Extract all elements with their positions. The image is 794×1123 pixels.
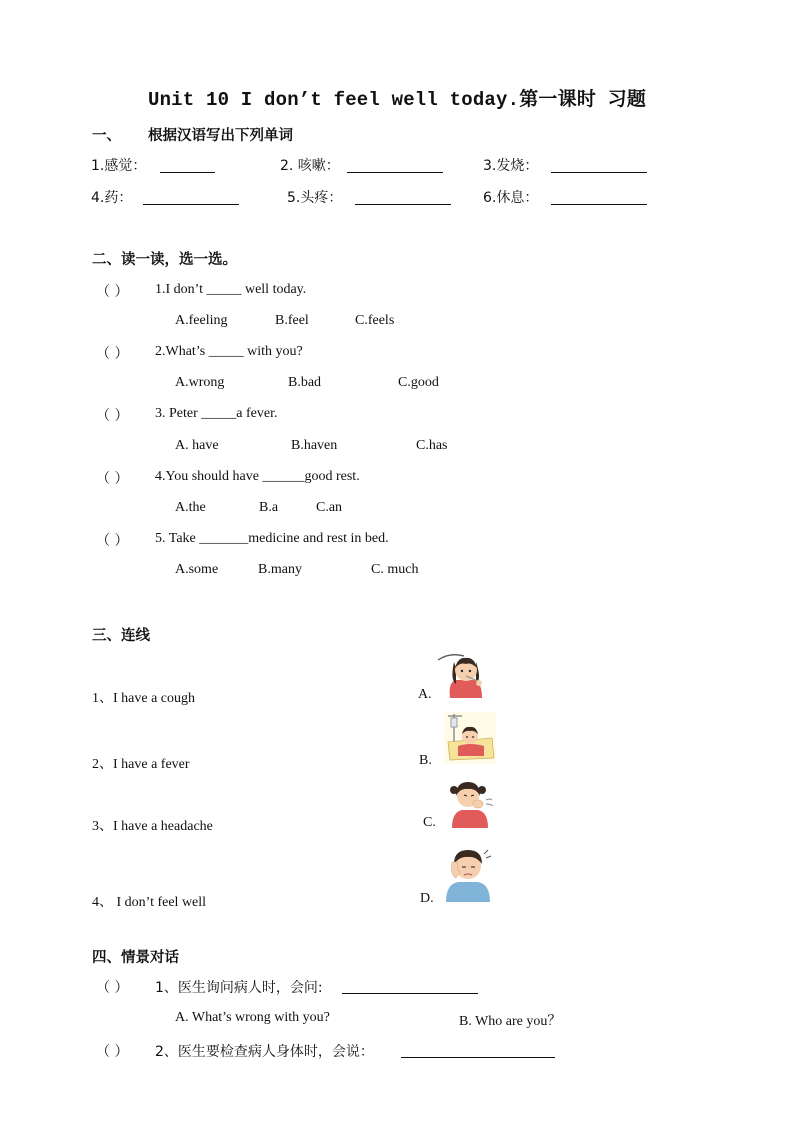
section2-heading: 二、读一读，选一选。 <box>92 252 237 268</box>
word-item-5: 5.头疼： <box>287 190 343 206</box>
section1-heading: 根据汉语写出下列单词 <box>148 128 293 144</box>
option-3c: C.has <box>416 438 448 453</box>
option-3b: B.haven <box>291 438 338 453</box>
answer-paren-4[interactable]: （ ） <box>96 471 129 487</box>
match-item-4[interactable]: 4、 I don’t feel well <box>92 895 207 910</box>
dialog-question-1: 1、医生询问病人时，会问: <box>155 980 323 996</box>
question-4: 4.You should have ______good rest. <box>155 469 360 484</box>
match-item-3[interactable]: 3、I have a headache <box>92 819 213 834</box>
option-5a: A.some <box>175 562 219 577</box>
dialog-blank-2[interactable] <box>401 1043 555 1063</box>
option-4a: A.the <box>175 500 206 515</box>
section1-number: 一、 <box>92 128 121 144</box>
headache-boy-image[interactable] <box>440 842 496 902</box>
section3-heading: 三、连线 <box>92 628 150 644</box>
answer-paren-1[interactable]: （ ） <box>96 284 129 300</box>
answer-blank-1[interactable] <box>160 158 215 178</box>
match-letter-b: B. <box>419 753 432 768</box>
option-2c: C.good <box>398 375 439 390</box>
coughing-girl-image[interactable] <box>444 776 496 828</box>
sick-in-bed-image[interactable] <box>444 712 496 764</box>
option-5b: B.many <box>258 562 302 577</box>
word-item-1: 1.感觉： <box>91 158 147 174</box>
option-4c: C.an <box>316 500 343 515</box>
match-letter-a: A. <box>418 687 432 702</box>
dialog-option-1b: B. Who are you？ <box>459 1014 562 1029</box>
option-5c: C. much <box>371 562 419 577</box>
match-item-2[interactable]: 2、I have a fever <box>92 757 190 772</box>
word-item-3: 3.发烧： <box>483 158 539 174</box>
answer-blank-3[interactable] <box>551 158 647 178</box>
word-item-6: 6.休息： <box>483 190 539 206</box>
option-2a: A.wrong <box>175 375 225 390</box>
answer-paren-2[interactable]: （ ） <box>96 346 129 362</box>
dialog-option-1a: A. What’s wrong with you? <box>175 1010 330 1025</box>
answer-blank-5[interactable] <box>355 190 451 210</box>
answer-blank-4[interactable] <box>143 190 239 210</box>
match-letter-d: D. <box>420 891 434 906</box>
word-item-4: 4.药： <box>91 190 133 206</box>
dialog-blank-1[interactable] <box>342 979 478 999</box>
option-4b: B.a <box>259 500 279 515</box>
question-1: 1.I don’t _____ well today. <box>155 282 307 297</box>
dialog-question-2: 2、医生要检查病人身体时，会说： <box>155 1044 374 1060</box>
answer-paren-5[interactable]: （ ） <box>96 533 129 549</box>
option-3a: A. have <box>175 438 219 453</box>
answer-paren-3[interactable]: （ ） <box>96 408 129 424</box>
section4-heading: 四、情景对话 <box>92 950 179 966</box>
question-5: 5. Take _______medicine and rest in bed. <box>155 531 389 546</box>
thermometer-girl-image[interactable] <box>436 652 496 700</box>
page-title: Unit 10 I don’t feel well today.第一课时 习题 <box>147 89 647 111</box>
question-3: 3. Peter _____a fever. <box>155 406 278 421</box>
answer-paren-s4-1[interactable]: （ ） <box>96 980 129 996</box>
option-1b: B.feel <box>275 313 309 328</box>
word-item-2: 2. 咳嗽： <box>280 158 340 174</box>
question-2: 2.What’s _____ with you? <box>155 344 303 359</box>
answer-paren-s4-2[interactable]: （ ） <box>96 1044 129 1060</box>
option-2b: B.bad <box>288 375 322 390</box>
option-1a: A.feeling <box>175 313 228 328</box>
match-item-1[interactable]: 1、I have a cough <box>92 691 196 706</box>
answer-blank-6[interactable] <box>551 190 647 210</box>
answer-blank-2[interactable] <box>347 158 443 178</box>
match-letter-c: C. <box>423 815 436 830</box>
option-1c: C.feels <box>355 313 395 328</box>
